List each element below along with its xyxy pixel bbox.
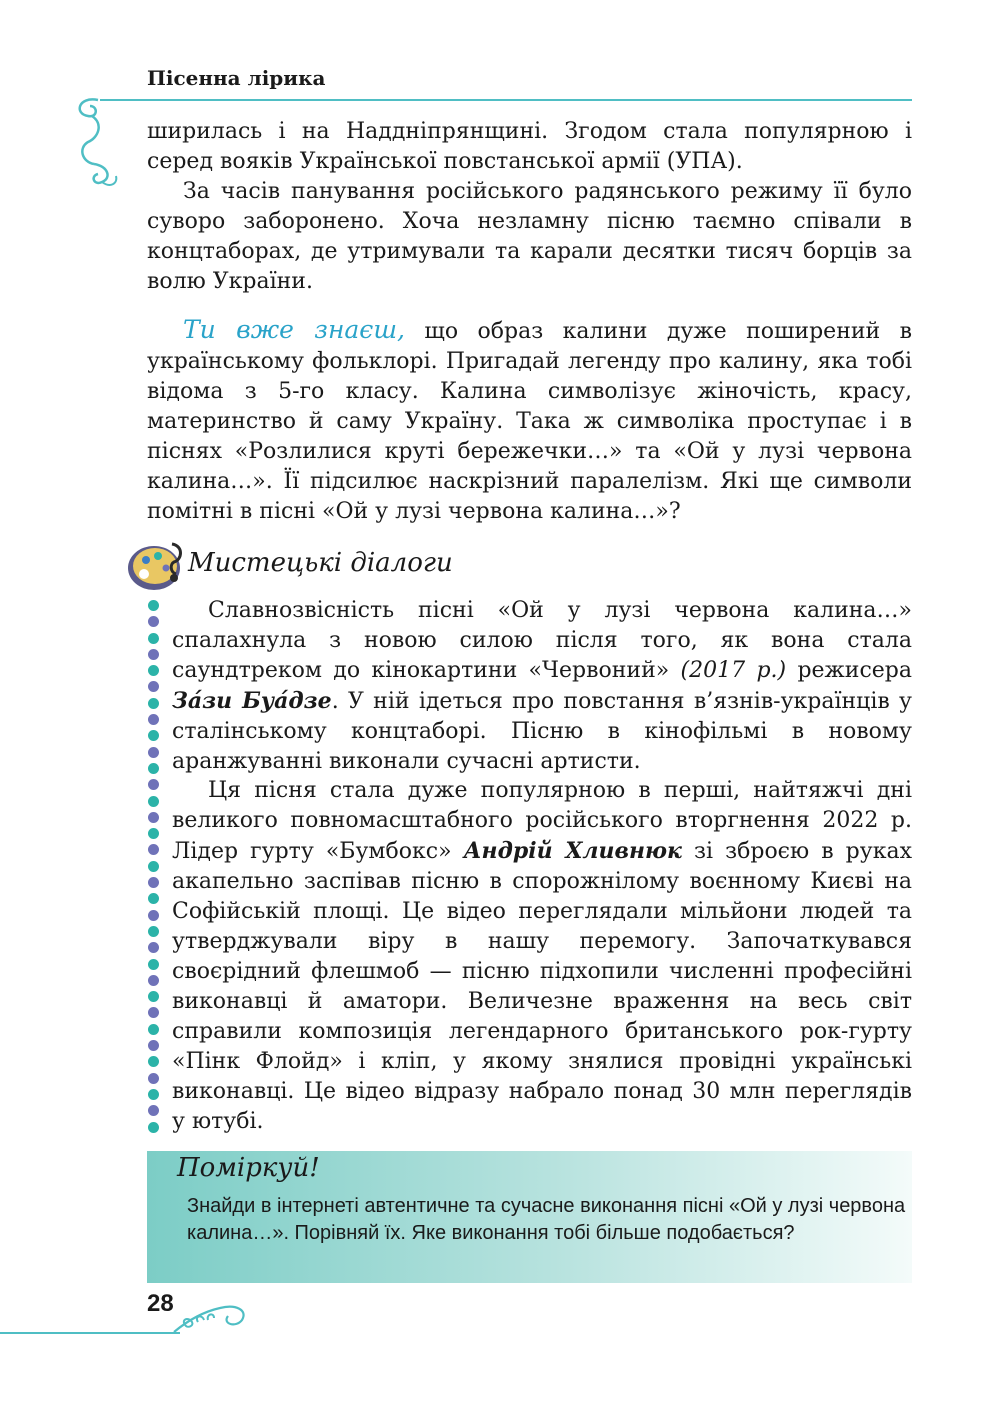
art-paragraph-boombox — [172, 776, 912, 1137]
paragraph-ban: За часів панування російського радянського режиму її було суворо заборонено. Хоча незламну пісню таємно співали в концтаборах, де утримували та карали десятки тисяч борців за волю України. — [147, 179, 912, 294]
art-palette-icon — [126, 538, 188, 594]
art-text-segment: . У ній ідеться про повстання в’язнів-українців у сталінському концтаборі. Пісню в кінофільмі в новому аранжуванні виконали сучасні артисти. — [172, 689, 912, 774]
you-already-know-label: Ти вже знаєш, — [183, 315, 405, 344]
paragraph-kalyna-symbol — [147, 315, 912, 527]
director-name: За́зи Буа́дзе — [172, 688, 332, 714]
page-number: 28 — [147, 1290, 174, 1317]
dotted-border — [148, 600, 162, 1138]
footer-swirl-icon — [172, 1296, 252, 1342]
paragraph-upa: ширилась і на Наддніпрянщині. Згодом стала популярною і серед вояків Української повстанської армії (УПА). — [147, 119, 912, 174]
header-rule — [100, 99, 912, 101]
swirl-ornament-icon — [68, 92, 128, 192]
art-text-segment: Славнозвісність пісні «Ой у лузі червона калина…» спалахнула з новою силою після того, як вона стала саундтреком до кінокартини «Червоний» — [172, 598, 912, 683]
think-box — [147, 1151, 912, 1283]
singer-name: Андрій Хливнюк — [463, 838, 682, 864]
kalyna-paragraph-text: що образ калини дуже поширений в українському фольклорі. Пригадай легенду про калину, яка тобі відома з 5-го класу. Калина символізує жіночість, красу, материнство й саму Україну. Така ж символіка проступає і в піснях «Розлилися круті бережечки…» та «Ой у лузі червона калина…». Її підсилює наскрізний паралелізм. Які ще символи помітні в пісні «Ой у лузі червона калина…»? — [147, 319, 912, 524]
art-text-segment: зі зброєю в руках акапельно заспівав пісню в спорожнілому воєнному Києві на Софійській площі. Це відео переглядали мільйони людей та утверджували віру в нашу перемогу. Започаткувався своєрідний флешмоб — пісню підхопили численні професійні виконавці й аматори. Величезне враження на весь світ справили композиція легендарного британського рок-гурту «Пінк Флойд» і кліп, у якому знялися провідні українські виконавці. Це відео відразу набрало понад 30 млн переглядів у ютубі. — [172, 839, 912, 1134]
art-dialogues-title: Мистецькі діалоги — [188, 548, 453, 578]
art-paragraph-film — [172, 596, 912, 777]
art-text-segment: режисера — [786, 658, 912, 683]
footer-rule — [0, 1332, 180, 1334]
think-task-text: Знайди в інтернеті автентичне та сучасне виконання пісні «Ой у лузі червона калина…». Порівняй їх. Яке виконання тобі більше подобається? — [187, 1195, 906, 1244]
art-text-segment: Ця пісня стала дуже популярною в перші, найтяжчі дні великого повномасштабного російського вторгнення 2022 р. Лідер гурту «Бумбокс» — [172, 778, 912, 864]
film-year: (2017 р.) — [680, 658, 787, 683]
running-title: Пісенна лірика — [147, 66, 326, 90]
think-title: Поміркуй! — [177, 1153, 320, 1183]
